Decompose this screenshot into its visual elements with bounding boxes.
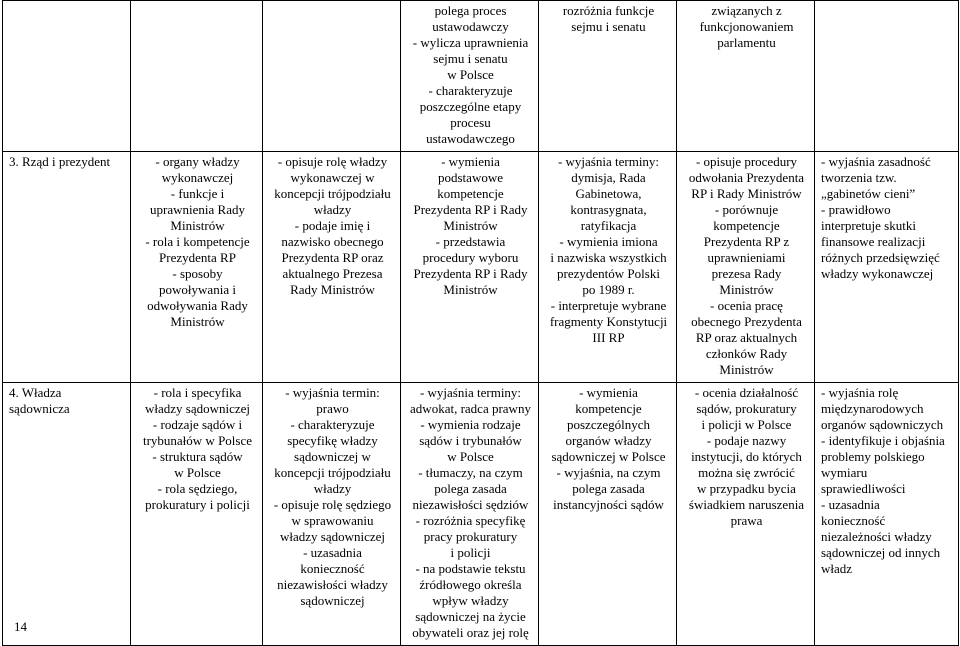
cell-text: rozróżnia funkcje sejmu i senatu (562, 3, 655, 34)
cell-req-basic (263, 383, 401, 646)
cell-req-extended (401, 1, 539, 152)
cell-req-verygood (677, 152, 815, 383)
cell-req-good (539, 152, 677, 383)
topic-title: 4. Władza sądownicza (9, 385, 70, 416)
cell-text: - wyjaśnia rolę międzynarodowych organów sądowniczych - identyfikuje i objaśnia problemy polskiego wymiaru sprawiedliwości - uzasadnia konieczność niezależności władzy sądowniczej od innych władz (821, 385, 945, 576)
cell-req-verygood (677, 383, 815, 646)
page-number: 14 (14, 619, 27, 634)
cell-text: polega proces ustawodawczy - wylicza uprawnienia sejmu i senatu w Polsce - charakteryzuje poszczególne etapy procesu ustawodawczego (412, 3, 529, 146)
cell-req-basic (263, 152, 401, 383)
cell-req-good (539, 1, 677, 152)
cell-req-good (539, 383, 677, 646)
cell-req-basic (263, 1, 401, 152)
cell-topic (3, 152, 131, 383)
cell-text: - wyjaśnia terminy: adwokat, radca prawny - wymienia rodzaje sądów i trybunałów w Polsce - tłumaczy, na czym polega zasada niezawisłości sędziów - rozróżnia specyfikę pracy prokuratury i policji - na podstawie tekstu źródłowego określa wpływ władzy sądowniczej na życie obywateli oraz jej rolę (410, 385, 531, 640)
cell-text: - wyjaśnia zasadność tworzenia tzw. „gabinetów cieni” - prawidłowo interpretuje skutki finansowe realizacji różnych przedsięwzięć władzy wykonawczej (821, 154, 940, 281)
cell-text: - rola i specyfika władzy sądowniczej - rodzaje sądów i trybunałów w Polsce - struktura sądów w Polsce - rola sędziego, prokuratury i policji (142, 385, 253, 512)
cell-text: - ocenia działalność sądów, prokuratury i policji w Polsce - podaje nazwy instytucji, do których można się zwrócić w przypadku bycia świadkiem naruszenia prawa (688, 385, 805, 528)
cell-content (131, 152, 263, 383)
cell-content (131, 1, 263, 152)
cell-text: - opisuje procedury odwołania Prezydenta RP i Rady Ministrów - porównuje kompetencje Prezydenta RP z uprawnieniami prezesa Rady Ministrów - ocenia pracę obecnego Prezydenta RP oraz aktualnych członków Rady Ministrów (688, 154, 805, 377)
cell-topic (3, 1, 131, 152)
cell-text: - wyjaśnia termin: prawo - charakteryzuje specyfikę władzy sądowniczej w koncepcji trójpodziału władzy - opisuje rolę sędziego w sprawowaniu władzy sądowniczej - uzasadnia konieczność niezawisłości władzy sądowniczej (273, 385, 392, 608)
cell-text: - wymienia kompetencje poszczególnych organów władzy sądowniczej w Polsce - wyjaśnia, na czym polega zasada instancyjności sądów (551, 385, 666, 512)
cell-content (131, 383, 263, 646)
cell-text: - wymienia podstawowe kompetencje Prezydenta RP i Rady Ministrów - przedstawia procedury wyboru Prezydenta RP i Rady Ministrów (413, 154, 528, 297)
table-row (3, 152, 959, 383)
table-row-continuation (3, 1, 959, 152)
topic-title: 3. Rząd i prezydent (9, 154, 111, 169)
cell-text: - organy władzy wykonawczej - funkcje i uprawnienia Rady Ministrów - rola i kompetencje Prezydenta RP - sposoby powoływania i odwoływania Rady Ministrów (145, 154, 250, 329)
cell-req-excellent (815, 152, 959, 383)
cell-req-extended (401, 152, 539, 383)
cell-req-extended (401, 383, 539, 646)
table-row (3, 383, 959, 646)
cell-req-excellent (815, 1, 959, 152)
cell-text: - wyjaśnia terminy: dymisja, Rada Gabinetowa, kontrasygnata, ratyfikacja - wymienia imiona i nazwiska wszystkich prezydentów Polski po 1989 r. - interpretuje wybrane fragmenty Konstytucji III RP (549, 154, 668, 345)
cell-topic (3, 383, 131, 646)
cell-text: - opisuje rolę władzy wykonawczej w koncepcji trójpodziału władzy - podaje imię i nazwisko obecnego Prezydenta RP oraz aktualnego Prezesa Rady Ministrów (274, 154, 391, 297)
cell-text: związanych z funkcjonowaniem parlamentu (699, 3, 794, 50)
cell-req-verygood (677, 1, 815, 152)
cell-req-excellent (815, 383, 959, 646)
curriculum-table (2, 0, 959, 646)
